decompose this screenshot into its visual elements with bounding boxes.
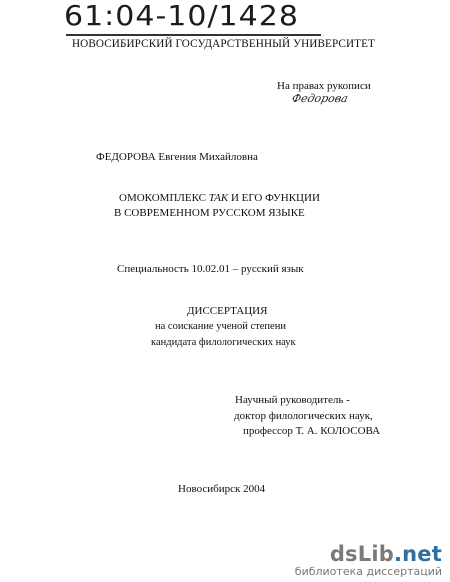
title-suffix: И ЕГО ФУНКЦИИ xyxy=(228,192,320,204)
supervisor-name: профессор Т. А. КОЛОСОВА xyxy=(243,425,381,437)
watermark-subtitle: библиотека диссертаций xyxy=(294,565,442,578)
supervisor-label: Научный руководитель - xyxy=(235,394,350,406)
title-italic-word: ТАК xyxy=(208,192,229,204)
author-name: ФЕДОРОВА Евгения Михайловна xyxy=(96,151,258,163)
logo-main: dsLib xyxy=(329,542,394,566)
city-year: Новосибирск 2004 xyxy=(178,483,266,495)
specialty-line: Специальность 10.02.01 – русский язык xyxy=(117,263,304,275)
dslib-watermark xyxy=(295,543,442,578)
logo-tld: .net xyxy=(393,542,442,566)
title-prefix: ОМОКОМПЛЕКС xyxy=(119,192,209,204)
university-name: НОВОСИБИРСКИЙ ГОСУДАРСТВЕННЫЙ УНИВЕРСИТЕТ xyxy=(72,38,375,50)
degree-purpose-line1: на соискание ученой степени xyxy=(155,321,286,332)
thesis-title-line2: В СОВРЕМЕННОМ РУССКОМ ЯЗЫКЕ xyxy=(114,207,305,219)
archive-handwritten-number: 61:04-10/1428 xyxy=(64,0,299,33)
dslib-logo xyxy=(295,543,442,565)
degree-purpose-line2: кандидата филологических наук xyxy=(151,337,296,348)
manuscript-rights-note: На правах рукописи xyxy=(277,80,371,92)
supervisor-degree: доктор филологических наук, xyxy=(234,410,373,422)
author-signature: Федорова xyxy=(290,92,350,105)
archive-underline xyxy=(66,34,321,36)
thesis-title-line1 xyxy=(119,192,320,204)
dissertation-heading: ДИССЕРТАЦИЯ xyxy=(187,305,268,317)
